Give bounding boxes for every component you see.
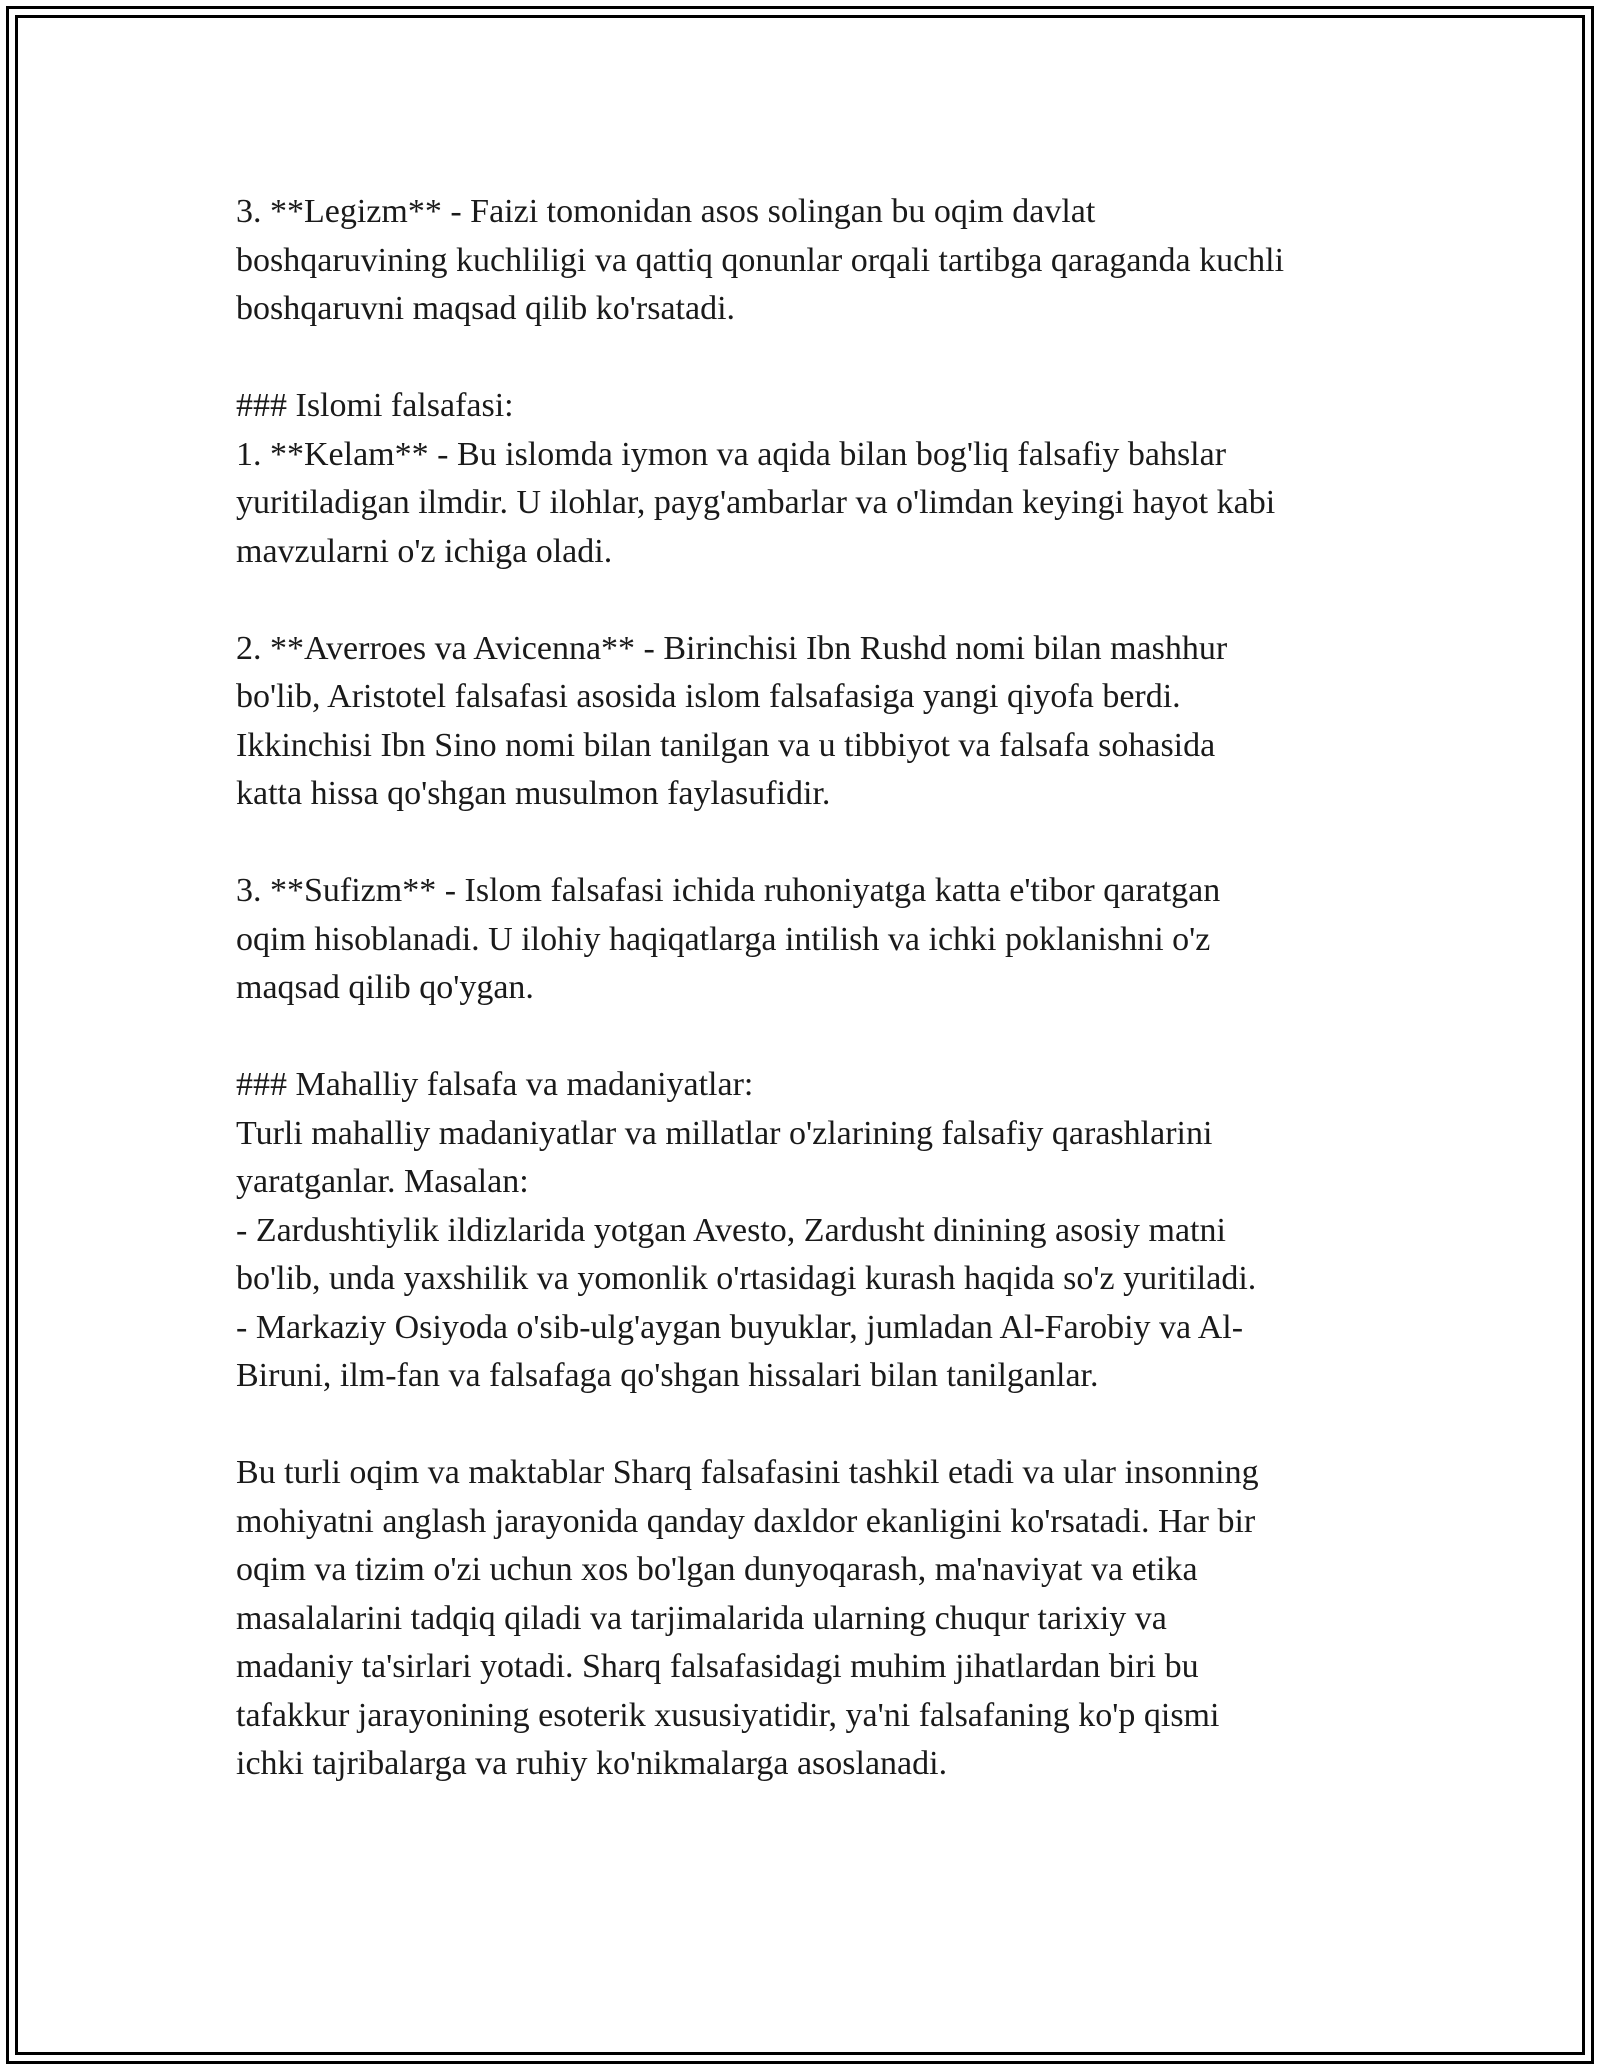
text-line: yaratganlar. Masalan:: [236, 1163, 529, 1200]
text-line: Bu turli oqim va maktablar Sharq falsafasini tashkil etadi va ular insonning: [236, 1454, 1259, 1491]
text-line: katta hissa qo'shgan musulmon faylasufidir.: [236, 775, 831, 812]
text-line: Turli mahalliy madaniyatlar va millatlar o'zlarining falsafiy qarashlarini: [236, 1114, 1213, 1152]
document-body: [236, 188, 1416, 1789]
text-line: madaniy ta'sirlari yotadi. Sharq falsafasidagi muhim jihatlardan biri bu: [236, 1648, 1199, 1685]
text-line: masalalarini tadqiq qiladi va tarjimalarida ularning chuqur tarixiy va: [236, 1599, 1167, 1637]
text-line: - Markaziy Osiyoda o'sib-ulg'aygan buyuklar, jumladan Al-Farobiy va Al-: [236, 1308, 1244, 1346]
text-line: mohiyatni anglash jarayonida qanday daxldor ekanligini ko'rsatadi. Har bir: [236, 1502, 1256, 1540]
text-line: mavzularni o'z ichiga oladi.: [236, 532, 613, 570]
text-line: tafakkur jarayonining esoterik xususiyatidir, ya'ni falsafaning ko'p qismi: [236, 1696, 1220, 1734]
text-line: 2. **Averroes va Avicenna** - Birinchisi Ibn Rushd nomi bilan mashhur: [236, 629, 1228, 667]
text-line: ### Islomi falsafasi:: [236, 387, 514, 424]
averroes-avicenna-paragraph: [236, 625, 1416, 819]
legizm-paragraph: [236, 188, 1416, 334]
text-line: boshqaruvni maqsad qilib ko'rsatadi.: [236, 290, 736, 327]
text-line: Biruni, ilm-fan va falsafaga qo'shgan hissalari bilan tanilganlar.: [236, 1357, 1099, 1394]
text-line: yuritiladigan ilmdir. U ilohlar, payg'ambarlar va o'limdan keyingi hayot kabi: [236, 484, 1276, 521]
text-line: maqsad qilib qo'ygan.: [236, 969, 534, 1006]
text-line: bo'lib, unda yaxshilik va yomonlik o'rtasidagi kurash haqida so'z yuritiladi.: [236, 1260, 1257, 1297]
text-line: boshqaruvining kuchliligi va qattiq qonunlar orqali tartibga qaraganda kuchli: [236, 241, 1285, 279]
sufizm-paragraph: [236, 867, 1416, 1013]
text-line: oqim hisoblanadi. U ilohiy haqiqatlarga intilish va ichki poklanishni o'z: [236, 920, 1211, 958]
text-line: ### Mahalliy falsafa va madaniyatlar:: [236, 1066, 754, 1103]
mahalliy-falsafa-paragraph: [236, 1061, 1416, 1401]
text-line: - Zardushtiylik ildizlarida yotgan Avesto, Zardusht dinining asosiy matni: [236, 1211, 1226, 1249]
text-line: ichki tajribalarga va ruhiy ko'nikmalarga asoslanadi.: [236, 1745, 948, 1782]
kelam-paragraph: [236, 382, 1416, 576]
text-line: 3. **Legizm** - Faizi tomonidan asos solingan bu oqim davlat: [236, 193, 1096, 230]
conclusion-paragraph: [236, 1449, 1416, 1789]
text-line: oqim va tizim o'zi uchun xos bo'lgan dunyoqarash, ma'naviyat va etika: [236, 1551, 1198, 1588]
text-line: 3. **Sufizm** - Islom falsafasi ichida ruhoniyatga katta e'tibor qaratgan: [236, 872, 1221, 909]
text-line: bo'lib, Aristotel falsafasi asosida islom falsafasiga yangi qiyofa berdi.: [236, 678, 1181, 715]
text-line: 1. **Kelam** - Bu islomda iymon va aqida bilan bog'liq falsafiy bahslar: [236, 435, 1227, 473]
text-line: Ikkinchisi Ibn Sino nomi bilan tanilgan va u tibbiyot va falsafa sohasida: [236, 726, 1216, 764]
